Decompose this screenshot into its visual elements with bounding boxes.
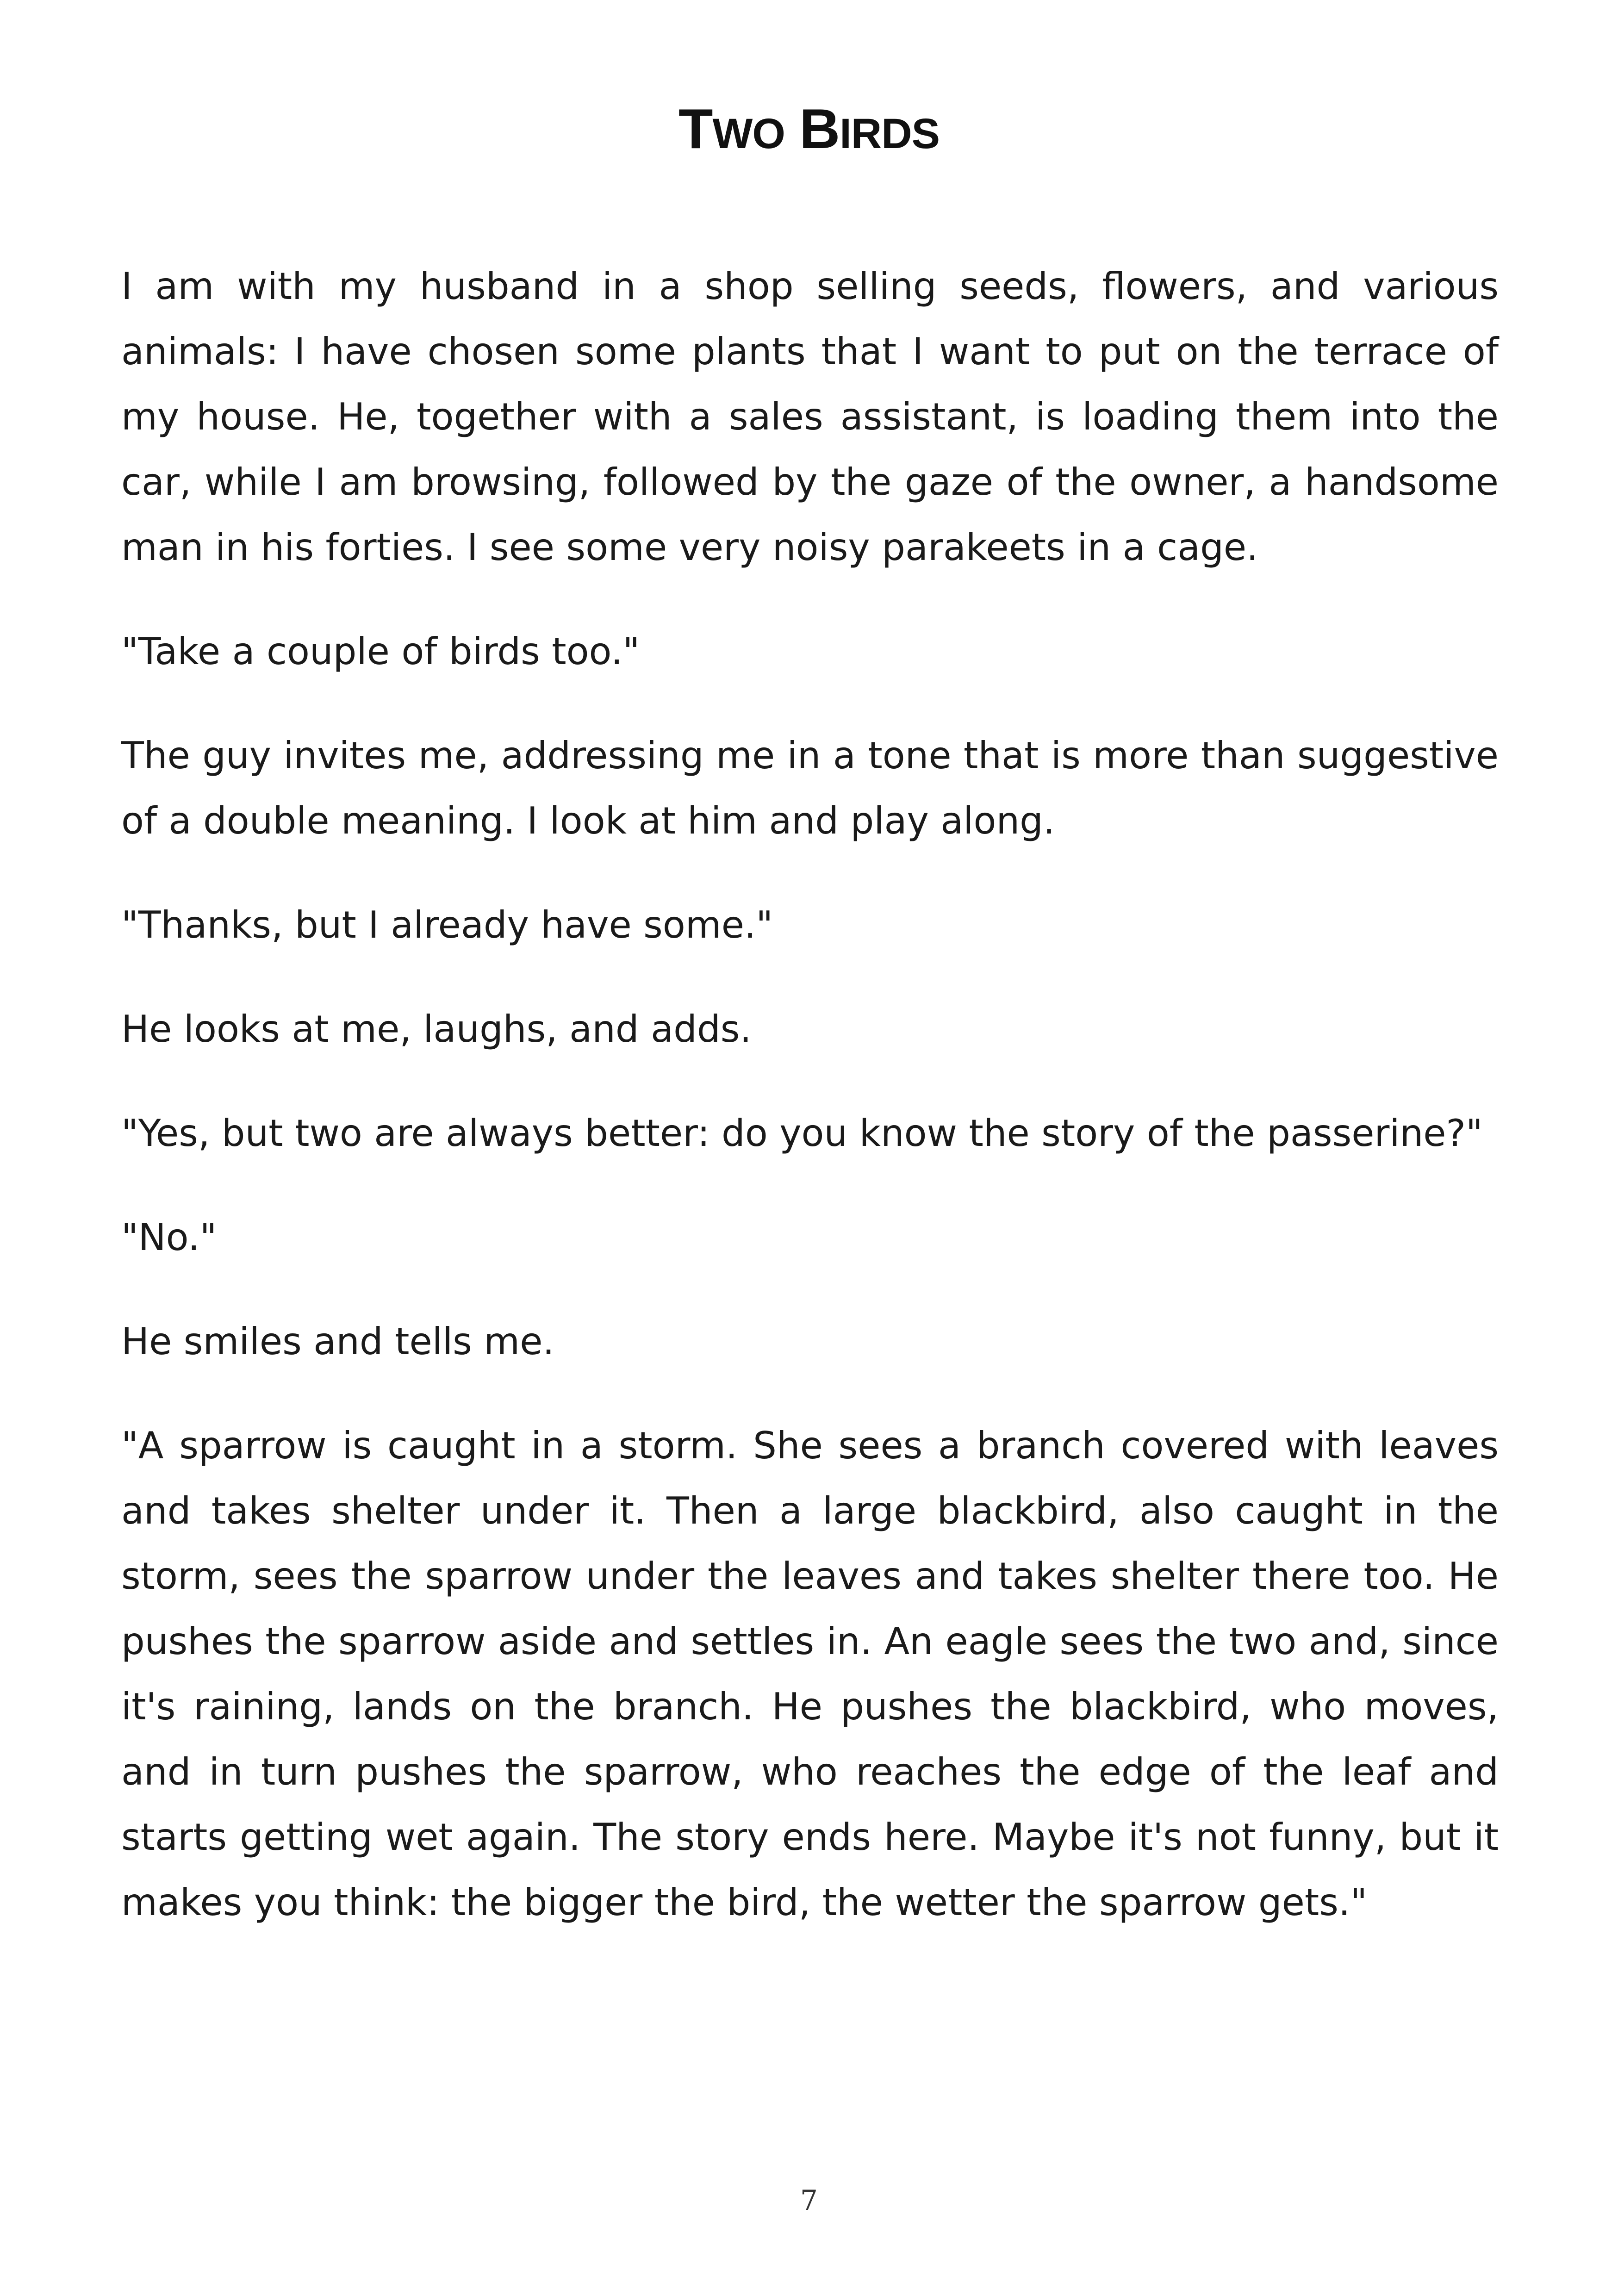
title-initial-2: B — [799, 97, 840, 160]
paragraph: He smiles and tells me. — [121, 1320, 554, 1363]
title-initial-1: T — [678, 97, 713, 160]
paragraph: "Yes, but two are always better: do you know the story of the passerine?" — [121, 1112, 1483, 1155]
paragraph: "Take a couple of birds too." — [121, 630, 640, 673]
paragraph: The guy invites me, addressing me in a tone that is more than suggestive of a double meaning. I look at him and play along. — [121, 734, 1499, 842]
title-rest-1: WO — [712, 110, 785, 157]
paragraph: "No." — [121, 1216, 217, 1259]
title-space — [785, 100, 799, 160]
paragraph: "Thanks, but I already have some." — [121, 903, 773, 946]
title-rest-2: IRDS — [840, 110, 940, 157]
paragraph: "A sparrow is caught in a storm. She sees a branch covered with leaves and takes shelter under it. Then a large blackbird, also caught in the storm, sees the sparrow under the leaves and takes shelter there too. He pushes the sparrow aside and settles in. An eagle sees the two and, since it's raining, lands on the branch. He pushes the blackbird, who moves, and in turn pushes the sparrow, who reaches the edge of the leaf and starts getting wet again. The story ends here. Maybe it's not funny, but it makes you think: the bigger the bird, the wetter the sparrow gets." — [121, 1424, 1499, 1924]
chapter-title — [0, 95, 1618, 162]
chapter-body — [121, 254, 1499, 1974]
paragraph: He looks at me, laughs, and adds. — [121, 1008, 752, 1051]
page-number: 7 — [800, 2184, 818, 2217]
paragraph: I am with my husband in a shop selling seeds, flowers, and various animals: I have chosen some plants that I want to put on the terrace of my house. He, together with a sales assistant, is loading them into the car, while I am browsing, followed by the gaze of the owner, a handsome man in his forties. I see some very noisy parakeets in a cage. — [121, 265, 1499, 569]
